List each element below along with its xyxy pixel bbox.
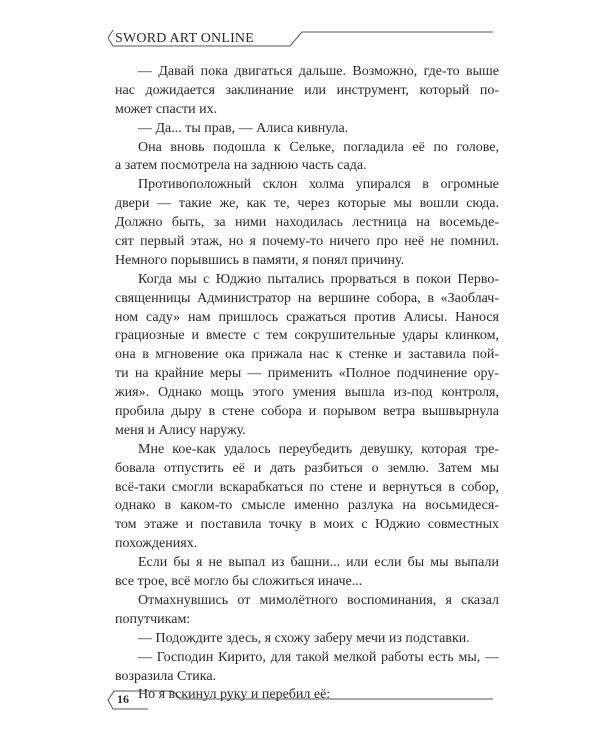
- text-line: Должно быть, за ними находилась лестница на восемьде-: [115, 215, 499, 231]
- paragraph: [115, 63, 499, 120]
- text-line: жия». Однако мощь этого умения вышла из-под контроля,: [115, 385, 499, 401]
- text-line: сят первый этаж, но я почему-то ничего про неё не помнил.: [115, 234, 499, 250]
- text-line: Если бы я не выпал из башни... или если бы мы выпали: [138, 555, 499, 571]
- text-line: а затем посмотрела на заднюю часть сада.: [115, 158, 367, 174]
- text-line: попутчикам:: [115, 611, 191, 627]
- paragraph: [115, 649, 499, 687]
- page-number: 16: [117, 692, 129, 706]
- text-line: все трое, всё могло бы сложиться иначе...: [115, 574, 363, 590]
- text-line: меня и Алису наружу.: [115, 422, 246, 438]
- text-line: Когда мы с Юджио пытались прорваться в покои Перво-: [138, 271, 499, 287]
- text-line: возразила Стика.: [115, 668, 217, 684]
- text-line: нас дожидается заклинание или инструмент, который по-: [115, 82, 499, 98]
- text-line: — Давай пока двигаться дальше. Возможно, где-то выше: [138, 64, 499, 79]
- text-line: ном саду» нам пришлось сражаться против Алисы. Нанося: [115, 309, 499, 325]
- paragraph: [115, 139, 499, 177]
- paragraph: [115, 554, 499, 592]
- text-line: Противоположный склон холма упирался в огромные: [138, 177, 499, 193]
- text-line: — Господин Кирито, для такой мелкой работы есть мы, —: [138, 649, 499, 665]
- text-line: священницы Администратор на вершине собора, в «Заоблач-: [115, 290, 499, 306]
- running-head-title: SWORD ART ONLINE: [115, 31, 254, 46]
- text-line: однако в каком-то смысле именно разлука на восьмидеся-: [115, 498, 499, 514]
- paragraph: [115, 686, 499, 705]
- paragraph: [115, 592, 499, 630]
- paragraph: [115, 441, 499, 554]
- text-line: она в мгновение ока прижала нас к стенке и заставила пой-: [115, 347, 499, 363]
- text-line: грациозные и вместе с тем сокрушительные удары клинком,: [115, 328, 499, 344]
- text-line: — Да... ты прав, — Алиса кивнула.: [138, 120, 349, 136]
- paragraph: [115, 120, 499, 139]
- text-line: Мне кое-как удалось переубедить девушку, которая тре-: [138, 441, 499, 457]
- text-line: пробила дыру в стене собора и порывом ветра вышвырнула: [115, 404, 499, 420]
- text-line: том этаже и поставила точку в моих с Юджио совместных: [115, 517, 499, 533]
- paragraph: [115, 176, 499, 270]
- text-line: бовала отпустить её и дать разбиться о землю. Затем мы: [115, 460, 499, 476]
- text-line: Но я вскинул руку и перебил её:: [138, 687, 331, 703]
- paragraph: [115, 271, 499, 441]
- text-line: всё-таки смогли вскарабкаться по стене и вернуться в собор,: [115, 479, 499, 495]
- text-line: двери — такие же, как те, через которые мы вошли сюда.: [115, 196, 499, 212]
- text-line: может спасти их.: [115, 101, 218, 117]
- text-line: Отмахнувшись от мимолётного воспоминания, я сказал: [138, 592, 499, 608]
- text-line: — Подождите здесь, я схожу заберу мечи из подставки.: [138, 630, 470, 646]
- text-line: ти на крайние меры — применить «Полное подчинение ору-: [115, 366, 499, 382]
- text-line: похождениях.: [115, 536, 198, 552]
- text-line: Немного порывшись в памяти, я понял причину.: [115, 252, 405, 268]
- text-line: Она вновь подошла к Сельке, погладила её по голове,: [138, 139, 499, 155]
- paragraph: [115, 630, 499, 649]
- body-text: [115, 63, 499, 705]
